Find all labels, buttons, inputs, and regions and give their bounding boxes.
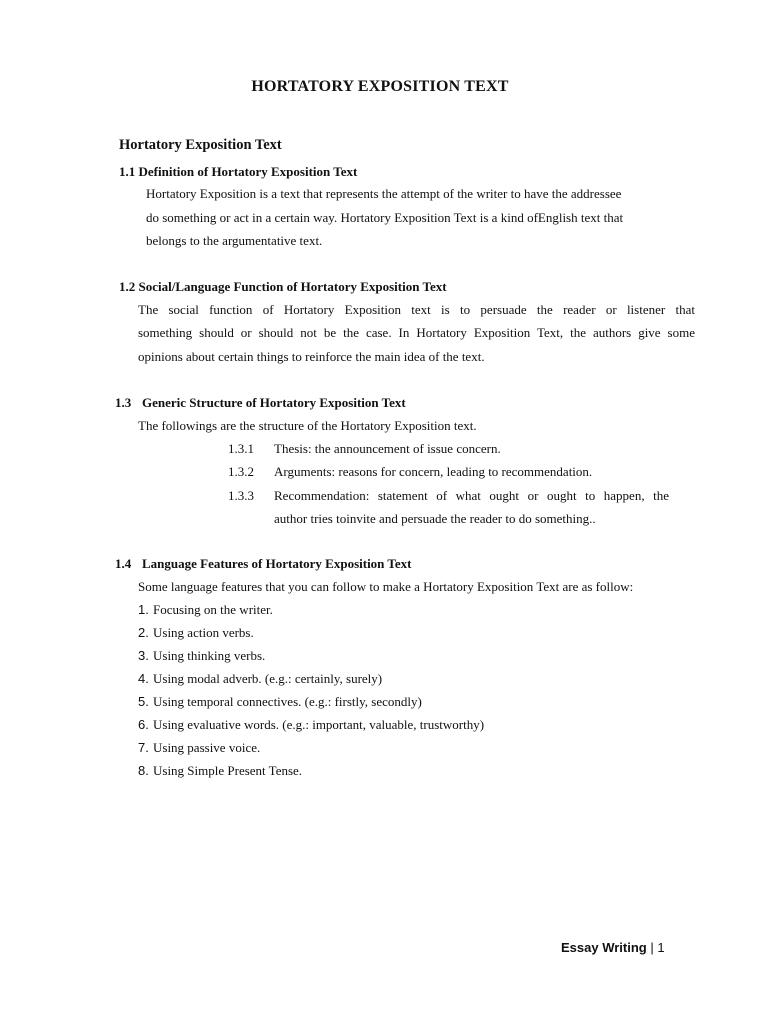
feature-number: 2.: [138, 625, 149, 640]
heading-1-4-number: 1.4: [115, 556, 132, 571]
feature-number: 3.: [138, 648, 149, 663]
footer-label: Essay Writing: [561, 940, 647, 955]
heading-1-4-text: Language Features of Hortatory Exposition Text: [142, 556, 412, 571]
feature-item: Using passive voice.: [153, 740, 261, 755]
definition-line-2: do something or act in a certain way. Hortatory Exposition Text is a kind ofEnglish text that: [146, 210, 624, 225]
structure-item-number: 1.3.1: [228, 441, 254, 456]
feature-number: 1.: [138, 602, 149, 617]
feature-item: Using temporal connectives. (e.g.: firstly, secondly): [153, 694, 422, 709]
structure-item-continuation: author tries toinvite and persuade the reader to do something..: [274, 511, 596, 526]
footer-separator: |: [650, 940, 654, 955]
feature-item: Using action verbs.: [153, 625, 254, 640]
definition-line-1: Hortatory Exposition is a text that represents the attempt of the writer to have the addressee: [146, 186, 622, 201]
feature-number: 6.: [138, 717, 149, 732]
definition-line-3: belongs to the argumentative text.: [146, 233, 323, 248]
function-line-3: opinions about certain things to reinforce the main idea of the text.: [138, 349, 485, 364]
feature-number: 8.: [138, 763, 149, 778]
heading-1-2: 1.2 Social/Language Function of Hortatory Exposition Text: [119, 279, 447, 294]
structure-intro: The followings are the structure of the Hortatory Exposition text.: [138, 418, 477, 433]
feature-number: 5.: [138, 694, 149, 709]
structure-item-number: 1.3.3: [228, 488, 254, 503]
feature-item: Using thinking verbs.: [153, 648, 266, 663]
features-intro: Some language features that you can follow to make a Hortatory Exposition Text are as follow:: [138, 579, 634, 594]
heading-1-3-text: Generic Structure of Hortatory Exposition Text: [142, 395, 406, 410]
heading-1-1: 1.1 Definition of Hortatory Exposition Text: [119, 164, 358, 179]
feature-item: Using modal adverb. (e.g.: certainly, surely): [153, 671, 383, 686]
feature-item: Focusing on the writer.: [153, 602, 273, 617]
structure-item-text: Arguments: reasons for concern, leading to recommendation.: [274, 464, 593, 479]
page-footer: [561, 940, 665, 955]
feature-item: Using Simple Present Tense.: [153, 763, 303, 778]
heading-1-3-number: 1.3: [115, 395, 132, 410]
structure-item-number: 1.3.2: [228, 464, 254, 479]
page-number: 1: [657, 940, 665, 955]
section-heading: Hortatory Exposition Text: [119, 137, 282, 153]
feature-item: Using evaluative words. (e.g.: important, valuable, trustworthy): [153, 717, 485, 732]
document-title: HORTATORY EXPOSITION TEXT: [251, 78, 509, 95]
feature-number: 4.: [138, 671, 149, 686]
structure-item-text: Recommendation: statement of what ought or ought to happen, the: [274, 488, 669, 503]
function-line-1: The social function of Hortatory Exposition text is to persuade the reader or listener that: [138, 302, 695, 317]
function-line-2: something should or should not be the case. In Hortatory Exposition Text, the authors give some: [138, 325, 695, 340]
feature-number: 7.: [138, 740, 149, 755]
structure-item-text: Thesis: the announcement of issue concern.: [274, 441, 501, 456]
